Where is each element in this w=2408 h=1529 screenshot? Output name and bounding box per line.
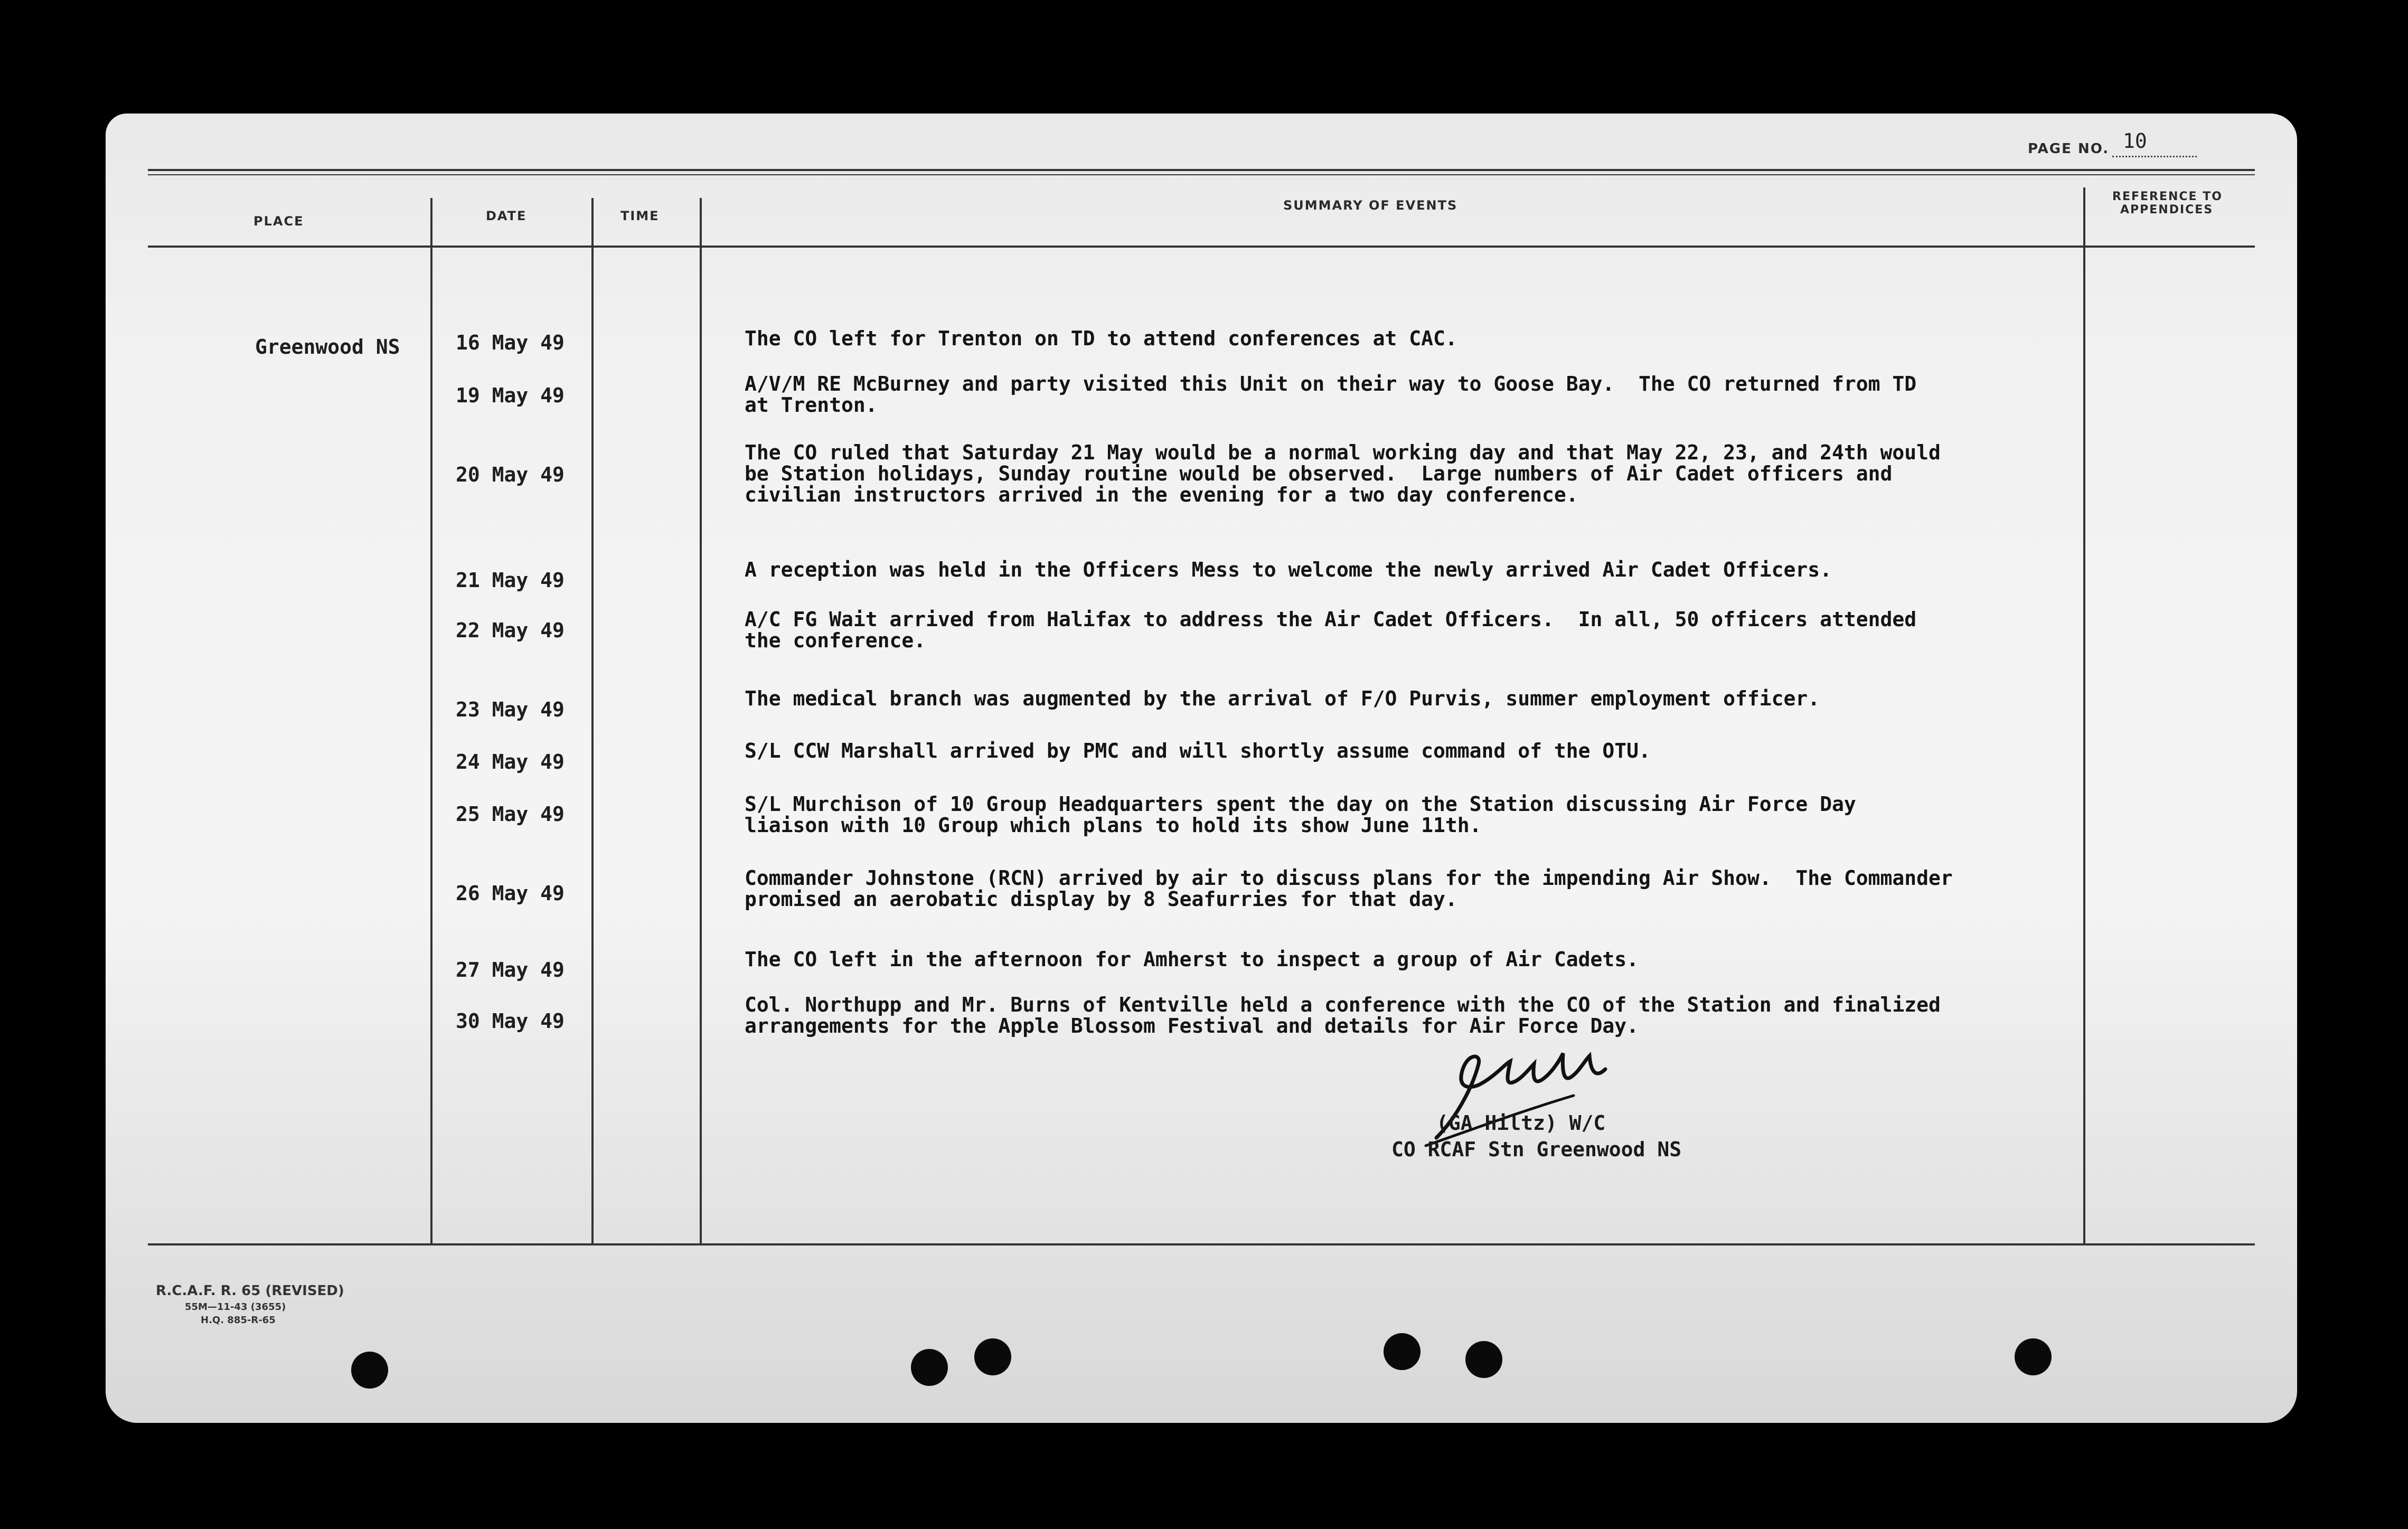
entry-summary: A/C FG Wait arrived from Halifax to address the Air Cadet Officers. In all, 50 officers attended the conference. [745,608,1917,652]
entry-date: 21 May 49 [456,569,565,592]
page-no-label: PAGE NO. [2028,141,2110,157]
col-divider-time [591,198,594,1243]
column-header-time: TIME [620,209,660,223]
form-id-line1: R.C.A.F. R. 65 (REVISED) [156,1283,344,1299]
page-no-underline [2112,156,2197,157]
handwritten-signature-icon [1415,1032,1637,1154]
page-no-value: 10 [2123,129,2147,153]
entry-summary: A reception was held in the Officers Mess to welcome the newly arrived Air Cadet Officers. [745,558,1832,581]
entry-date: 25 May 49 [456,803,565,826]
binder-hole-icon [911,1349,948,1386]
signatory-name: (GA Hiltz) W/C [1436,1111,1606,1135]
entry-date: 20 May 49 [456,463,565,486]
binder-hole-icon [2015,1338,2052,1375]
column-header-reference-1: REFERENCE TO [2112,190,2223,203]
form-sheet [106,114,2297,1423]
col-divider-summary [700,198,702,1243]
entry-summary: The CO left for Trenton on TD to attend conferences at CAC. [745,327,1457,350]
header-rule [148,246,2255,248]
entry-summary: S/L Murchison of 10 Group Headquarters spent the day on the Station discussing Air Force Day liaison with 10 Group which plans to hold its show June 11th. [745,792,1856,837]
entry-summary: The medical branch was augmented by the arrival of F/O Purvis, summer employment officer. [745,687,1820,710]
entry-date: 27 May 49 [456,958,565,981]
binder-hole-icon [1465,1341,1502,1378]
top-rule-1 [148,169,2255,171]
entry-date: 26 May 49 [456,882,565,905]
column-header-reference-2: APPENDICES [2120,203,2214,216]
binder-hole-icon [974,1338,1011,1375]
entry-date: 30 May 49 [456,1009,565,1033]
entry-summary: Commander Johnstone (RCN) arrived by air to discuss plans for the impending Air Show. The Commander promised an aerobatic display by 8 Seafurries for that day. [745,866,1953,911]
binder-hole-icon [351,1352,388,1389]
form-id-line3: H.Q. 885-R-65 [201,1315,276,1326]
entry-summary: Col. Northupp and Mr. Burns of Kentville held a conference with the CO of the Station and finalized arrangements for the Apple Blossom Festival and details for Air Force Day. [745,993,1941,1037]
entry-date: 24 May 49 [456,750,565,773]
signatory-title: CO RCAF Stn Greenwood NS [1391,1138,1682,1161]
entry-date: 22 May 49 [456,619,565,642]
entry-summary: S/L CCW Marshall arrived by PMC and will shortly assume command of the OTU. [745,739,1651,762]
entry-date: 19 May 49 [456,384,565,407]
entry-summary: A/V/M RE McBurney and party visited this Unit on their way to Goose Bay. The CO returned from TD at Trenton. [745,372,1917,417]
column-header-place: PLACE [253,214,304,229]
entry-date: 16 May 49 [456,331,565,354]
bottom-rule [148,1243,2255,1245]
form-id-line2: 55M—11-43 (3655) [185,1301,286,1313]
place-entry: Greenwood NS [255,335,400,358]
entry-summary: The CO ruled that Saturday 21 May would be a normal working day and that May 22, 23, and 24th would be Station holidays, Sunday routine would be observed. Large numbers of Air Cadet officers and civilian instructors arrived in the evening for a two day conference. [745,441,1941,506]
binder-hole-icon [1384,1333,1421,1370]
col-divider-reference [2083,187,2085,1243]
column-header-date: DATE [486,209,527,223]
col-divider-date [430,198,432,1243]
column-header-summary: SUMMARY OF EVENTS [1283,198,1458,213]
entry-date: 23 May 49 [456,698,565,721]
top-rule-2 [148,174,2255,175]
entry-summary: The CO left in the afternoon for Amherst to inspect a group of Air Cadets. [745,948,1639,971]
